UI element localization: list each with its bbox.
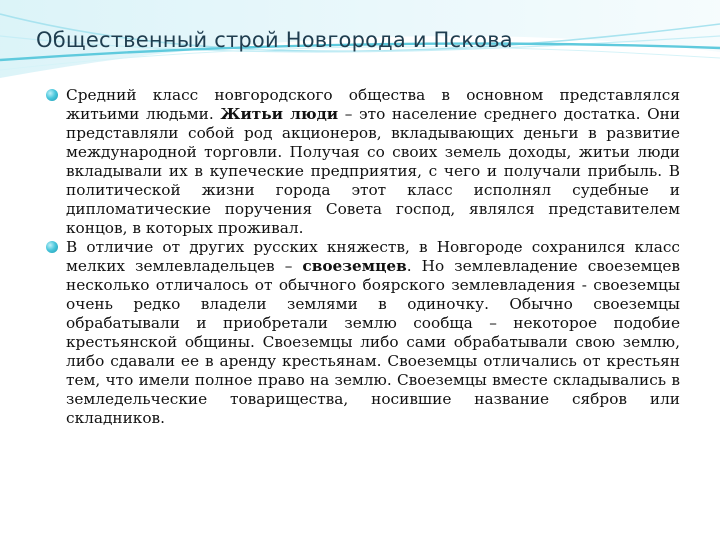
bullet-text: . Но землевладение своеземцев несколько отличалось от обычного боярского землевладения - своеземцы очень редко владели землями в одиночку. Обычно своеземцы обрабатывали и приобретали землю сообща – некоторое подобие крестьянской общины. Своеземцы либо сами обрабатывали свою землю, либо сдавали ее в аренду крестьянам. Своеземцы отличались от крестьян тем, что имели полное право на землю. Своеземцы вместе складывались в земледельческие товарищества, носившие название сябров или складников.: [66, 257, 680, 427]
slide-body: [40, 86, 680, 428]
bullet-item-svoezemtsy: [40, 238, 680, 428]
bullet-bold-term: Житьи люди: [220, 105, 339, 123]
bullet-icon: [46, 89, 58, 101]
bullet-bold-term: своеземцев: [302, 257, 407, 275]
bullet-icon: [46, 241, 58, 253]
bullet-item-zhitii-lyudi: [40, 86, 680, 238]
bullet-text: – это население среднего достатка. Они представляли собой род акционеров, вкладывающих деньги в развитие международной торговли. Получая со своих земель доходы, житьи люди вкладывали их в купеческие предприятия, с чего и получали прибыль. В политической жизни города этот класс исполнял судебные и дипломатические поручения Совета господ, являлся представителем концов, в которых проживал.: [66, 105, 681, 237]
bullet-text: В отличие от других русских княжеств, в Новгороде сохранился класс мелких землевладельцев –: [66, 238, 680, 275]
bullet-text: Средний класс новгородского общества в основном представлялся житьими людьми.: [66, 86, 680, 123]
slide-title: Общественный строй Новгорода и Пскова: [36, 28, 513, 52]
